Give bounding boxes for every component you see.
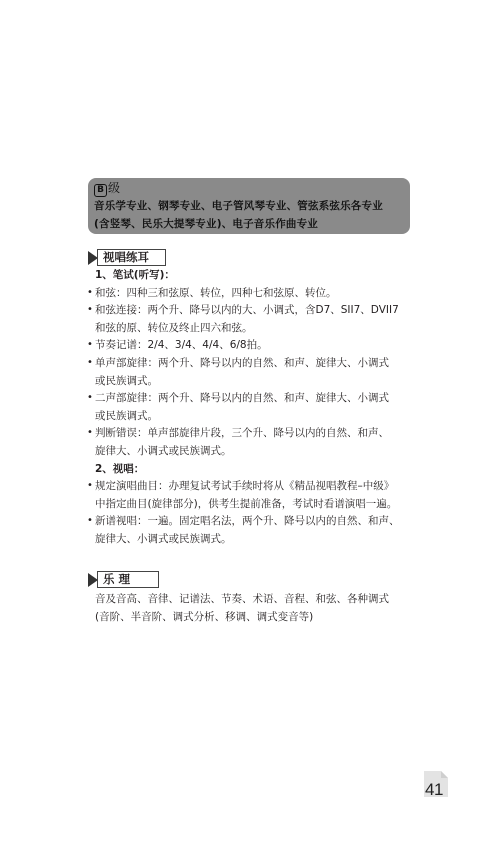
list-item-line: 新谱视唱：一遍。固定唱名法，两个升、降号以内的自然、和声、 (95, 515, 400, 528)
grade-label (94, 181, 404, 197)
banner-line-2: (含竖琴、民乐大提琴专业)、电子音乐作曲专业 (94, 218, 318, 230)
bullet-icon: • (87, 357, 93, 368)
bullet-icon: • (87, 392, 93, 404)
subheading-sight-singing: 2、视唱： (95, 462, 145, 475)
list-item-line: 和弦：四种三和弦原、转位，四种七和弦原、转位。 (95, 286, 337, 299)
bullet-icon: • (87, 339, 93, 351)
list-item-line: 规定演唱曲目：办理复试考试手续时将从《精品视唱教程–中级》 (95, 480, 395, 493)
list-item-line: 判断错误：单声部旋律片段，三个升、降号以内的自然、和声、 (95, 427, 389, 440)
bullet-icon: • (87, 286, 93, 298)
section-title-sight-singing: 视唱练耳 (97, 249, 166, 266)
theory-line-1: 音及音高、音律、记谱法、节奏、术语、音程、和弦、各种调式 (95, 593, 389, 605)
list-item-line: 或民族调式。 (95, 374, 158, 387)
list-item-line: 旋律大、小调式或民族调式。 (95, 445, 232, 457)
subheading-written-test: 1、笔试(听写)： (95, 269, 175, 281)
section-underline (97, 587, 157, 588)
bullet-icon: • (87, 427, 93, 439)
list-item-line: 中指定曲目(旋律部分)，供考生提前准备，考试时看谱演唱一遍。 (95, 497, 398, 510)
grade-suffix: 级 (108, 181, 121, 195)
list-item-line: 二声部旋律：两个升、降号以内的自然、和声、旋律大、小调式 (95, 392, 389, 405)
section-underline (97, 265, 165, 266)
grade-letter-badge: B (94, 184, 107, 197)
section-title-theory: 乐 理 (97, 571, 159, 588)
bullet-icon: • (87, 480, 93, 492)
list-item-line: 旋律大、小调式或民族调式。 (95, 533, 232, 545)
grade-banner (88, 178, 410, 234)
banner-line-1: 音乐学专业、钢琴专业、电子管风琴专业、管弦系弦乐各专业 (94, 200, 383, 212)
page-number: 41 (425, 780, 443, 799)
list-item-line: 和弦连接：两个升、降号以内的大、小调式，含D7、SII7、DVII7 (95, 304, 399, 317)
list-item-line: 节奏记谱：2/4、3/4、4/4、6/8拍。 (95, 339, 268, 352)
list-item-line: 单声部旋律：两个升、降号以内的自然、和声、旋律大、小调式 (95, 357, 389, 369)
list-item-line: 或民族调式。 (95, 409, 158, 422)
bullet-icon: • (87, 304, 93, 316)
list-item-line: 和弦的原、转位及终止四六和弦。 (95, 321, 253, 334)
bullet-icon: • (87, 515, 93, 527)
theory-line-2: (音阶、半音阶、调式分析、移调、调式变音等) (95, 611, 314, 623)
